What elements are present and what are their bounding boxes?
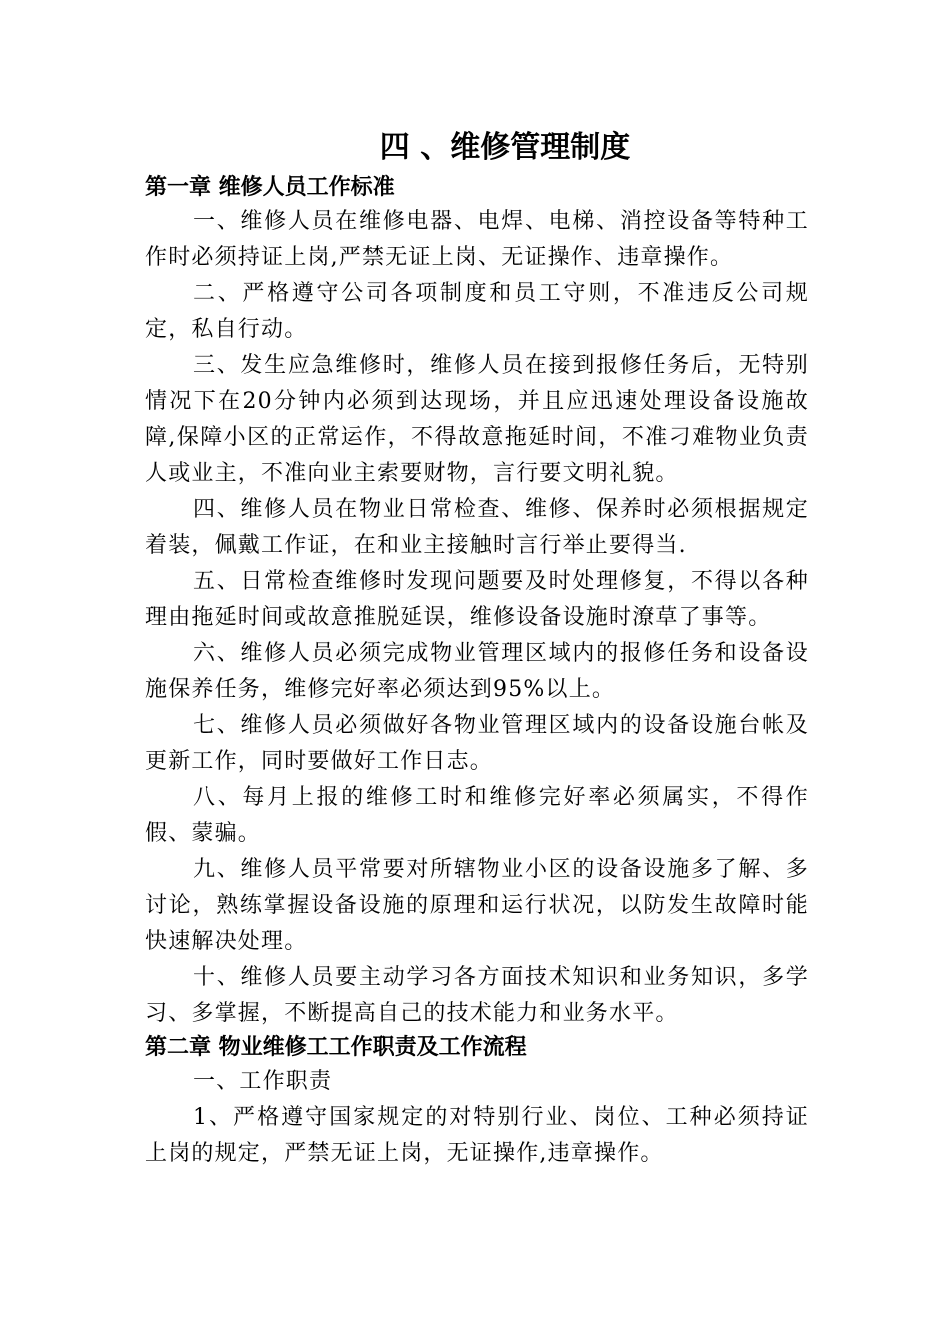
chapter-1-heading: 第一章 维修人员工作标准	[145, 175, 395, 200]
chapter-2-section-heading: 一、工作职责	[193, 1069, 333, 1094]
chapter-1-paragraph-1: 一、维修人员在维修电器、电焊、电梯、消控设备等特种工作时必须持证上岗,严禁无证上岗、无证操作、违章操作。	[145, 209, 809, 270]
chapter-1-paragraph-5: 五、日常检查维修时发现问题要及时处理修复，不得以各种理由拖延时间或故意推脱延误，维修设备设施时潦草了事等。	[145, 569, 809, 630]
chapter-1-paragraph-4: 四、维修人员在物业日常检查、维修、保养时必须根据规定着装，佩戴工作证，在和业主接触时言行举止要得当.	[145, 497, 809, 558]
chapter-1-paragraph-2: 二、严格遵守公司各项制度和员工守则，不准违反公司规定，私自行动。	[145, 281, 809, 342]
chapter-1-paragraph-8: 八、每月上报的维修工时和维修完好率必须属实，不得作假、蒙骗。	[145, 785, 809, 846]
document-body	[145, 172, 809, 1172]
chapter-2-paragraph-1: 1、严格遵守国家规定的对特别行业、岗位、工种必须持证上岗的规定，严禁无证上岗，无证操作,违章操作。	[145, 1105, 809, 1166]
chapter-1-paragraph-10: 十、维修人员要主动学习各方面技术知识和业务知识，多学习、多掌握，不断提高自己的技术能力和业务水平。	[145, 965, 809, 1026]
chapter-2-heading: 第二章 物业维修工工作职责及工作流程	[145, 1035, 527, 1060]
chapter-1-paragraph-7: 七、维修人员必须做好各物业管理区域内的设备设施台帐及更新工作，同时要做好工作日志。	[145, 713, 809, 774]
chapter-1-paragraph-3: 三、发生应急维修时，维修人员在接到报修任务后，无特别情况下在20分钟内必须到达现场，并且应迅速处理设备设施故障,保障小区的正常运作，不得故意拖延时间，不准刁难物业负责人或业主，不准向业主索要财物，言行要文明礼貌。	[145, 353, 809, 486]
chapter-1-paragraph-6: 六、维修人员必须完成物业管理区域内的报修任务和设备设施保养任务，维修完好率必须达到95%以上。	[145, 641, 809, 702]
document-title: 四 、维修管理制度	[379, 130, 631, 165]
chapter-1-paragraph-9: 九、维修人员平常要对所辖物业小区的设备设施多了解、多讨论，熟练掌握设备设施的原理和运行状况，以防发生故障时能快速解决处理。	[145, 857, 809, 954]
